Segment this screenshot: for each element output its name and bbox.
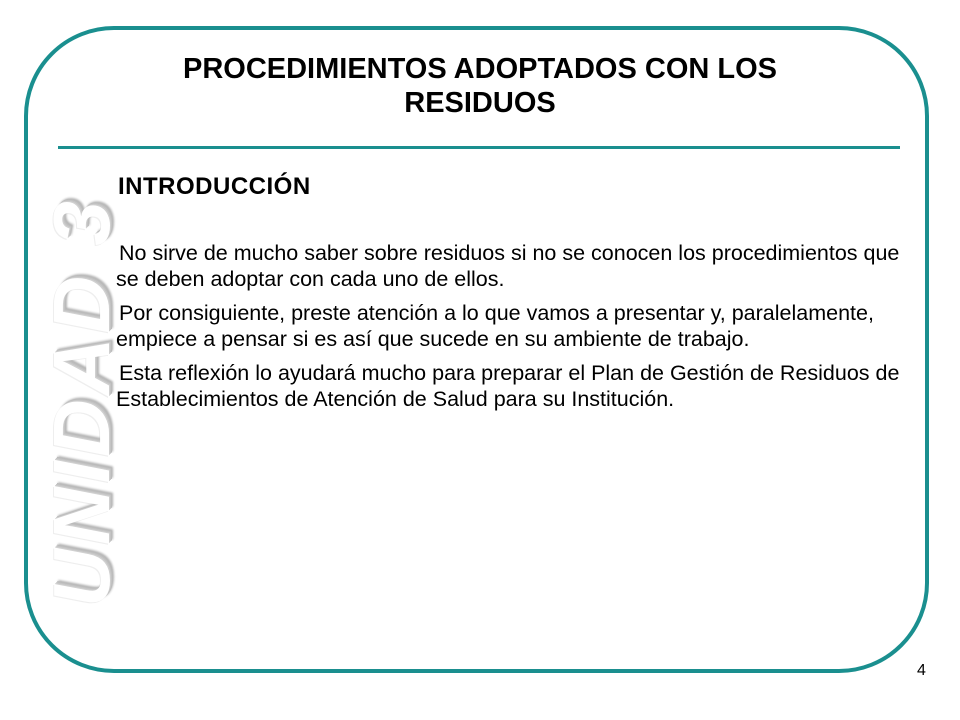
paragraph: Esta reflexión lo ayudará mucho para preparar el Plan de Gestión de Residuos de Establecimientos de Atención de Salud para su Institución.: [116, 361, 900, 411]
section-heading: INTRODUCCIÓN: [118, 173, 311, 200]
body-text: [116, 240, 916, 420]
page-number: 4: [917, 662, 926, 679]
page-title: PROCEDIMIENTOS ADOPTADOS CON LOS RESIDUOS: [182, 53, 777, 119]
title-divider: [58, 146, 900, 149]
paragraph: Por consiguiente, preste atención a lo que vamos a presentar y, paralelamente, empiece a pensar si es así que sucede en su ambiente de trabajo.: [116, 301, 874, 351]
unit-watermark: UNIDAD 3: [37, 197, 126, 607]
paragraph: No sirve de mucho saber sobre residuos si no se conocen los procedimientos que se deben adoptar con cada uno de ellos.: [116, 241, 900, 291]
